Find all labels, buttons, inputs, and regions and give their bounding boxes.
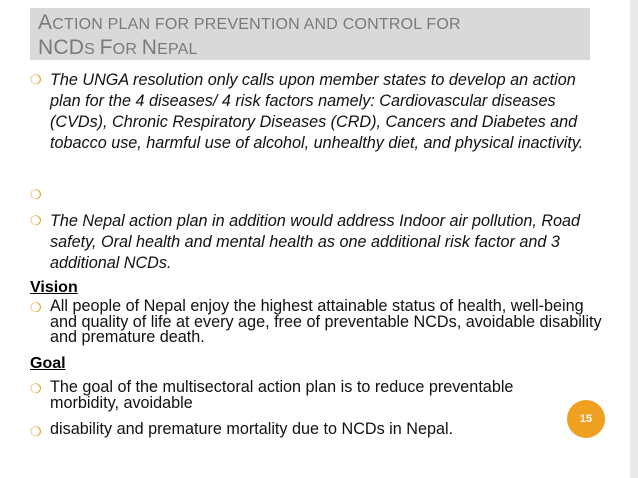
ring-bullet-icon: ❍ [30,300,42,315]
bullet-unga-resolution: The UNGA resolution only calls upon member states to develop an action plan for the 4 diseases/ 4 risk factors namely: Cardiovascular diseases (CVDs), Chronic Respiratory Diseases (CRD), Cancers and Diabetes and tobacco use, harmful use of alcohol, unhealthy diet, and physical inactivity. [50,71,584,152]
goal-heading: Goal [30,355,66,372]
title-line-1: ACTION PLAN FOR PREVENTION AND CONTROL FOR [38,11,461,34]
title-line-2: NCDS FOR NEPAL [38,36,198,59]
ring-bullet-icon: ❍ [30,72,42,87]
ring-bullet-icon: ❍ [30,381,42,396]
vision-text: All people of Nepal enjoy the highest attainable status of health, well-being and quality of life at every age, free of preventable NCDs, avoidable disability and premature death. [50,297,602,346]
goal-text-continued: disability and premature mortality due to NCDs in Nepal. [50,420,454,438]
bullet-nepal-additions: The Nepal action plan in addition would address Indoor air pollution, Road safety, Oral health and mental health as one additional risk factor and 3 additional NCDs. [50,212,581,272]
vision-heading: Vision [30,279,78,296]
goal-text: The goal of the multisectoral action plan is to reduce preventable morbidity, avoidable [50,378,514,412]
slide-edge [630,0,638,478]
ring-bullet-icon: ❍ [30,213,42,228]
slide-title [30,8,590,60]
ring-bullet-icon: ❍ [30,424,42,439]
page-number-badge: 15 [567,400,605,438]
ring-bullet-icon: ❍ [30,187,42,202]
